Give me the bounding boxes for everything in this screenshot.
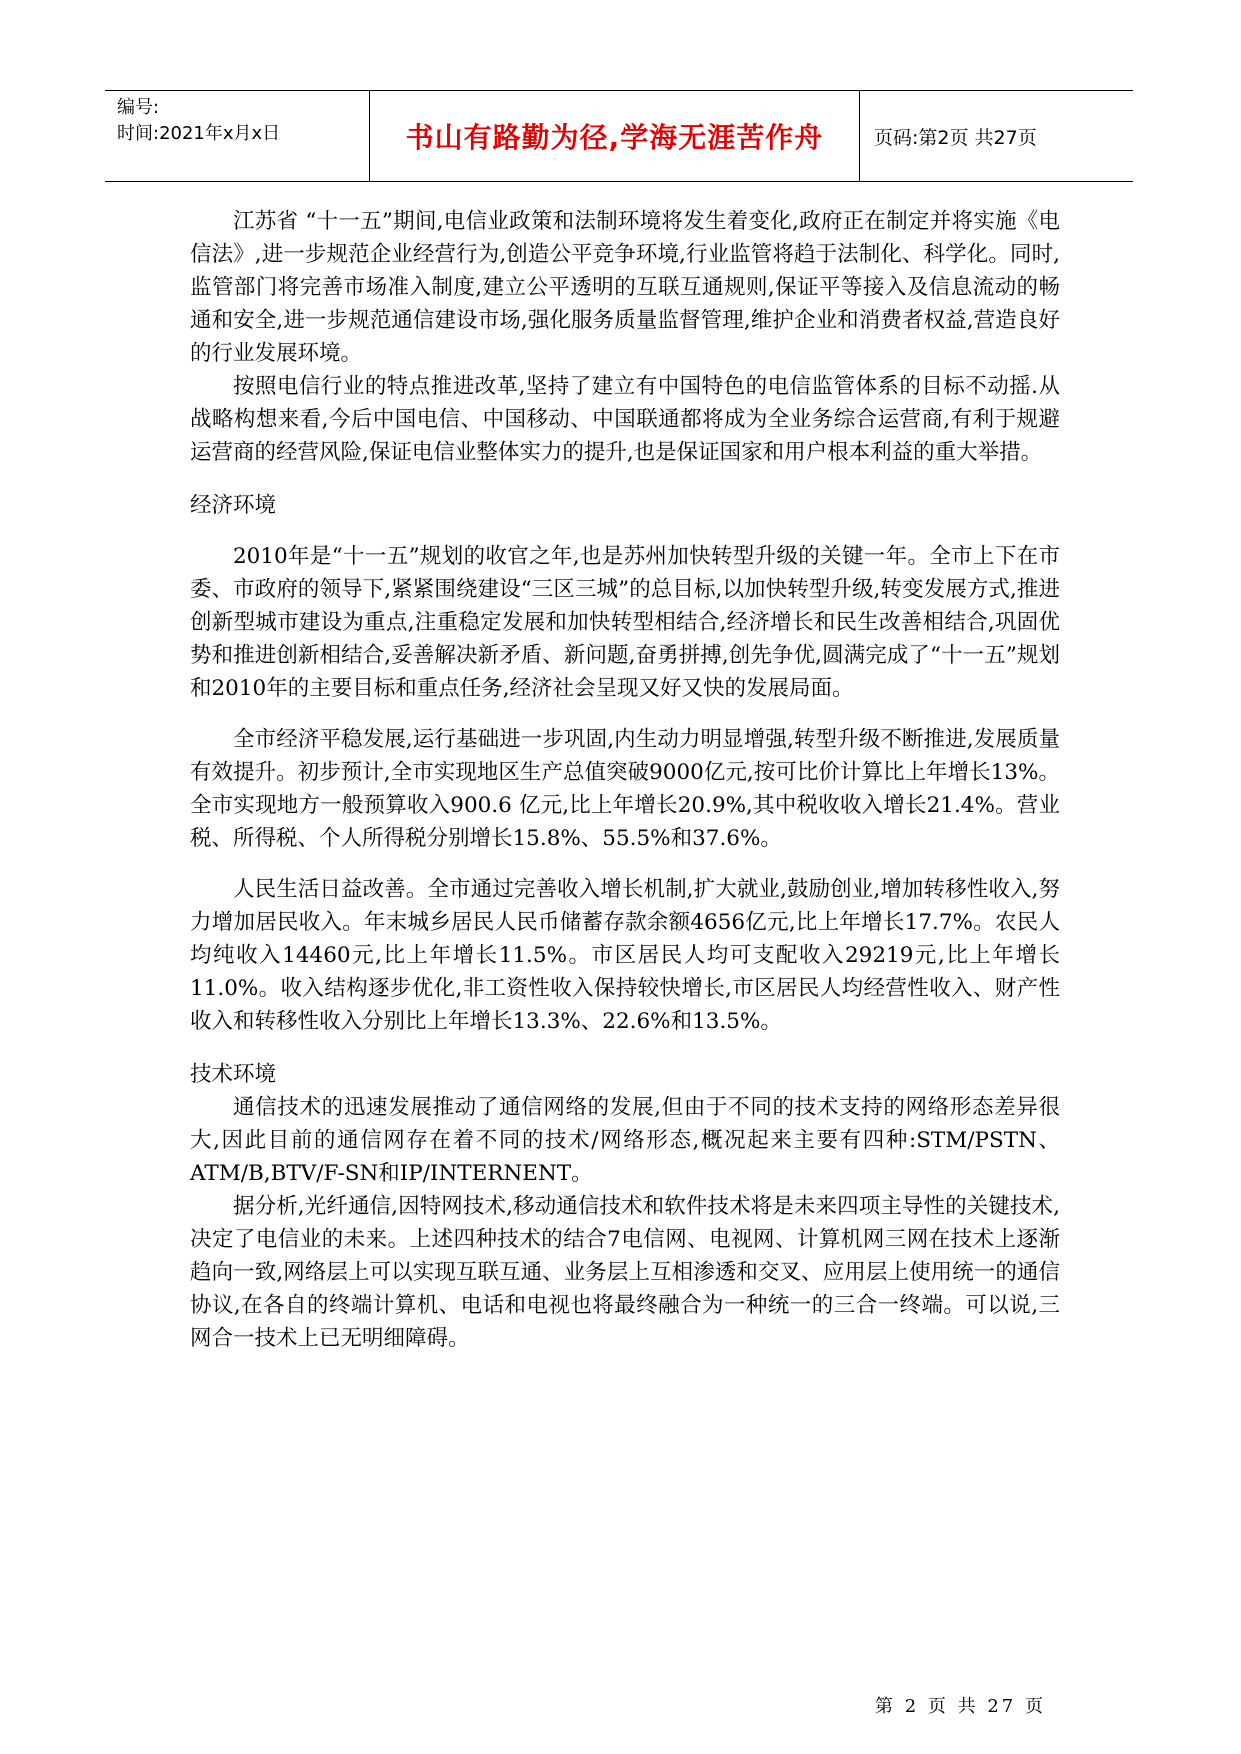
paragraph-reform: 按照电信行业的特点推进改革,坚持了建立有中国特色的电信监管体系的目标不动摇.从战略构想来看,今后中国电信、中国移动、中国联通都将成为全业务综合运营商,有利于规避运营商的经营风险,保证电信业整体实力的提升,也是保证国家和用户根本利益的重大举措。 [190, 374, 1060, 465]
motto-text: 书山有路勤为径,学海无涯苦作舟 [405, 121, 824, 154]
header-page-cell [860, 91, 1133, 181]
spacer [190, 1038, 1060, 1058]
spacer [190, 855, 1060, 873]
paragraph-policy: 江苏省 “十一五”期间,电信业政策和法制环境将发生着变化,政府正在制定并将实施《电信法》,进一步规范企业经营行为,创造公平竞争环境,行业监管将趋于法制化、科学化。同时,监管部门将完善市场准入制度,建立公平透明的互联互通规则,保证平等接入及信息流动的畅通和安全,进一步规范通信建设市场,强化服务质量监督管理,维护企业和消费者权益,营造良好的行业发展环境。 [190, 209, 1060, 366]
paragraph-economy-growth: 全市经济平稳发展,运行基础进一步巩固,内生动力明显增强,转型升级不断推进,发展质量有效提升。初步预计,全市实现地区生产总值突破9000亿元,按可比价计算比上年增长13%。全市实现地方一般预算收入900.6 亿元,比上年增长20.9%,其中税收收入增长21.4%。营业税、所得税、个人所得税分别增长15.8%、55.5%和37.6%。 [190, 727, 1060, 851]
paragraph-economy-overview: 2010年是“十一五”规划的收官之年,也是苏州加快转型升级的关键一年。全市上下在市委、市政府的领导下,紧紧围绕建设“三区三城”的总目标,以加快转型升级,转变发展方式,推进创新型城市建设为重点,注重稳定发展和加快转型相结合,经济增长和民生改善相结合,巩固优势和推进创新相结合,妥善解决新矛盾、新问题,奋勇拼搏,创先争优,圆满完成了“十一五”规划和2010年的主要目标和重点任务,经济社会呈现又好又快的发展局面。 [190, 544, 1060, 701]
spacer [190, 522, 1060, 540]
paragraph-key-technologies: 据分析,光纤通信,因特网技术,移动通信技术和软件技术将是未来四项主导性的关键技术,决定了电信业的未来。上述四种技术的结合7电信网、电视网、计算机网三网在技术上逐渐趋向一致,网络层上可以实现互联互通、业务层上互相渗透和交叉、应用层上使用统一的通信协议,在各自的终端计算机、电话和电视也将最终融合为一种统一的三合一终端。可以说,三网合一技术上已无明细障碍。 [190, 1194, 1060, 1351]
header-meta-cell [105, 91, 370, 181]
paragraph-living-standards: 人民生活日益改善。全市通过完善收入增长机制,扩大就业,鼓励创业,增加转移性收入,努力增加居民收入。年末城乡居民人民币储蓄存款余额4656亿元,比上年增长17.7%。农民人均纯收入14460元,比上年增长11.5%。市区居民人均可支配收入29219元,比上年增长11.0%。收入结构逐步优化,非工资性收入保持较快增长,市区居民人均经营性收入、财产性收入和转移性收入分别比上年增长13.3%、22.6%和13.5%。 [190, 877, 1060, 1034]
header-motto-cell [370, 91, 860, 181]
section-heading-economy: 经济环境 [190, 493, 277, 518]
paragraph-network-forms: 通信技术的迅速发展推动了通信网络的发展,但由于不同的技术支持的网络形态差异很大,因此目前的通信网存在着不同的技术/网络形态,概况起来主要有四种:STM/PSTN、ATM/B,BTV/F-SN和IP/INTERNENT。 [190, 1095, 1060, 1186]
time-label: 时间:2021年x月x日 [117, 123, 281, 144]
serial-label: 编号: [117, 97, 160, 118]
page-code-label: 页码:第2页 共27页 [874, 126, 1037, 149]
page-header [105, 90, 1133, 182]
page-footer: 第 2 页 共 27 页 [875, 1696, 1046, 1717]
section-heading-technology: 技术环境 [190, 1062, 277, 1087]
spacer [190, 705, 1060, 723]
spacer [190, 469, 1060, 489]
document-body [190, 205, 1060, 1355]
